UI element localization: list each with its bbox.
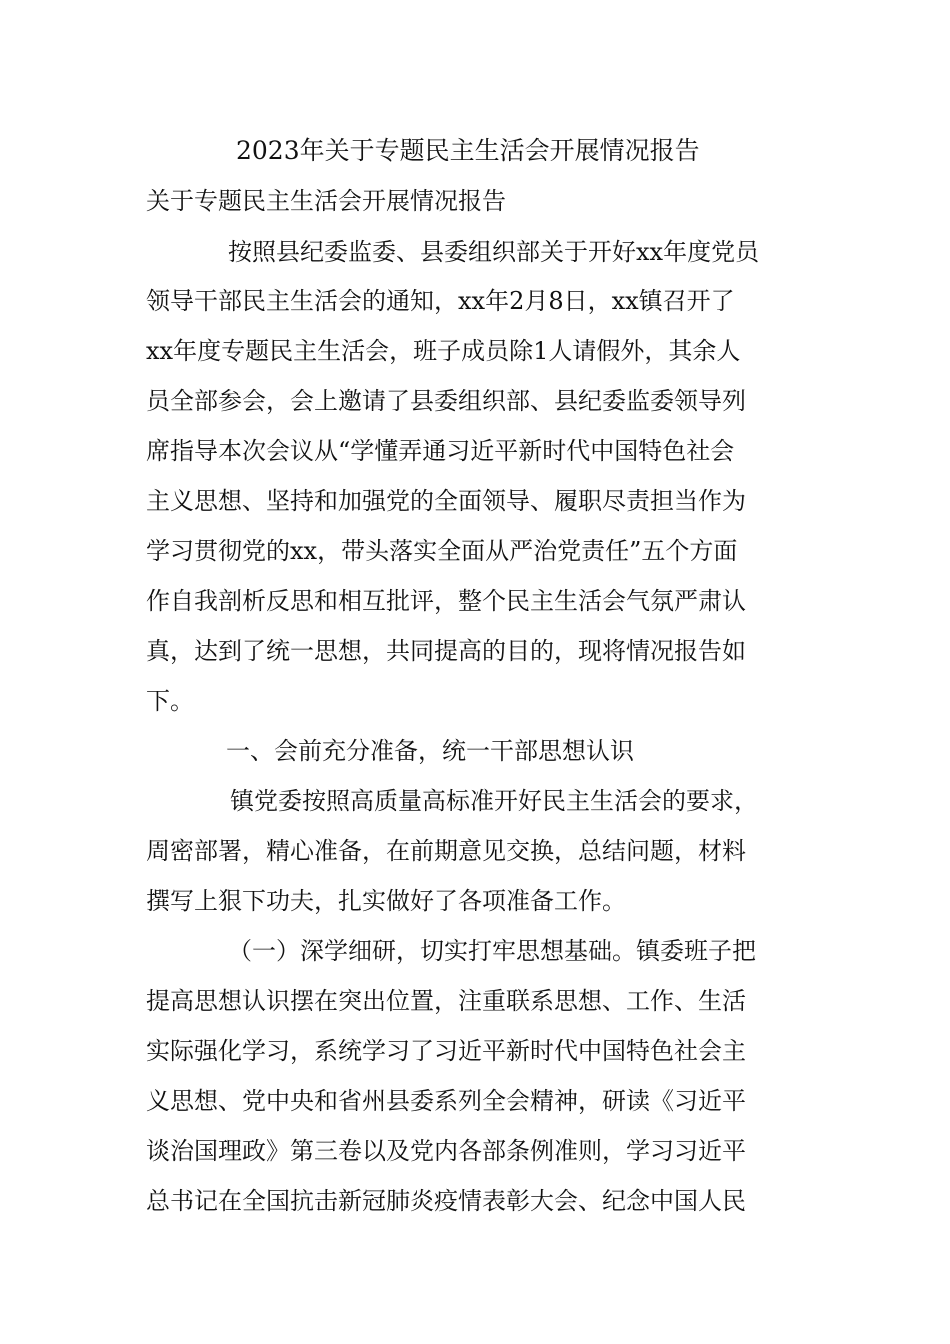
paragraph-line: 真，达到了统一思想，共同提高的目的，现将情况报告如 — [146, 637, 746, 665]
paragraph-line: 镇党委按照高质量高标准开好民主生活会的要求， — [230, 787, 758, 815]
paragraph-line: 作自我剖析反思和相互批评，整个民主生活会气氛严肃认 — [146, 587, 746, 615]
paragraph-line: 学习贯彻党的xx，带头落实全面从严治党责任”五个方面 — [146, 537, 738, 565]
paragraph-line: 总书记在全国抗击新冠肺炎疫情表彰大会、纪念中国人民 — [146, 1187, 746, 1215]
paragraph-line: 谈治国理政》第三卷以及党内各部条例准则，学习习近平 — [146, 1137, 746, 1165]
paragraph-line: 提高思想认识摆在突出位置，注重联系思想、工作、生活 — [146, 987, 746, 1015]
paragraph-line: 按照县纪委监委、县委组织部关于开好xx年度党员 — [228, 238, 760, 266]
section-heading: 一、会前充分准备，统一干部思想认识 — [226, 737, 634, 765]
paragraph-line: 周密部署，精心准备，在前期意见交换，总结问题，材料 — [146, 837, 746, 865]
document-subtitle: 关于专题民主生活会开展情况报告 — [146, 187, 506, 215]
paragraph-line: 义思想、党中央和省州县委系列全会精神，研读《习近平 — [146, 1087, 746, 1115]
document-title: 2023年关于专题民主生活会开展情况报告 — [236, 136, 700, 165]
paragraph-line: xx年度专题民主生活会，班子成员除1人请假外，其余人 — [146, 337, 741, 365]
paragraph-line: 席指导本次会议从“学懂弄通习近平新时代中国特色社会 — [146, 437, 735, 465]
paragraph-line: 领导干部民主生活会的通知，xx年2月8日，xx镇召开了 — [146, 287, 735, 315]
paragraph-line: 主义思想、坚持和加强党的全面领导、履职尽责担当作为 — [146, 487, 746, 515]
paragraph-line: 员全部参会，会上邀请了县委组织部、县纪委监委领导列 — [146, 387, 746, 415]
paragraph-line: 下。 — [146, 687, 194, 715]
paragraph-line: 撰写上狠下功夫，扎实做好了各项准备工作。 — [146, 887, 626, 915]
paragraph-line: （一）深学细研，切实打牢思想基础。镇委班子把 — [228, 937, 756, 965]
paragraph-line: 实际强化学习，系统学习了习近平新时代中国特色社会主 — [146, 1037, 746, 1065]
